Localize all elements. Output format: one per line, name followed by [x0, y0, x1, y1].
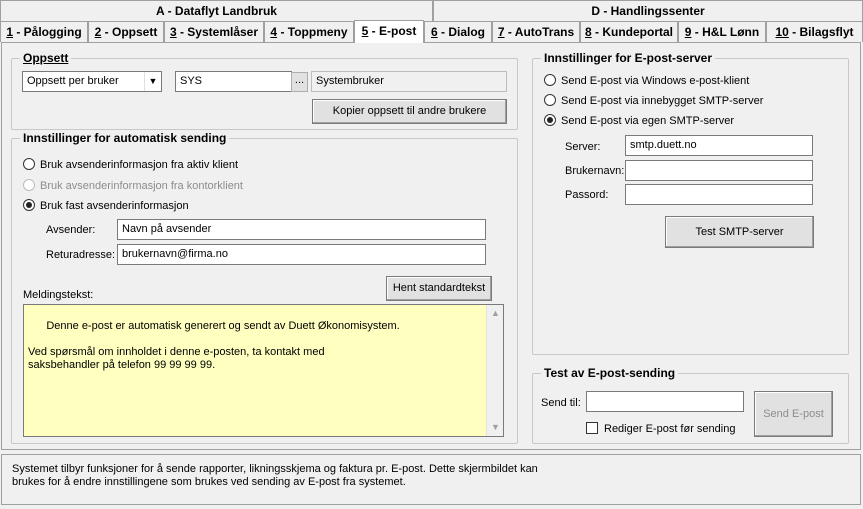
e-post-panel [1, 42, 861, 450]
radio-office-client[interactable] [23, 178, 243, 194]
return-address-label: Returadresse: [46, 249, 116, 261]
tab-hl-lonn[interactable]: 9 - H&L Lønn [678, 21, 766, 42]
password-label: Passord: [565, 189, 609, 201]
radio-active-client-label: Bruk avsenderinformasjon fra aktiv klient [40, 159, 239, 171]
radio-circle-icon[interactable] [544, 94, 556, 106]
tab-bilagsflyt[interactable]: 10 - Bilagsflyt [766, 21, 863, 42]
send-to-label: Send til: [541, 397, 581, 409]
browse-user-label: ... [294, 74, 305, 86]
radio-builtin-label: Send E-post via innebygget SMTP-server [561, 95, 764, 107]
radio-fixed-sender-label: Bruk fast avsenderinformasjon [40, 200, 189, 212]
server-input[interactable] [625, 135, 813, 156]
test-sending-legend: Test av E-post-sending [541, 366, 678, 380]
default-text-label: Hent standardtekst [392, 282, 486, 294]
server-value: smtp.duett.no [630, 139, 697, 151]
radio-own-label: Send E-post via egen SMTP-server [561, 115, 735, 127]
radio-circle-icon[interactable] [544, 74, 556, 86]
copy-settings-label: Kopier oppsett til andre brukere [332, 105, 487, 117]
scroll-up-icon[interactable]: ▲ [491, 308, 500, 318]
user-name-value: Systembruker [316, 75, 384, 87]
user-code-input[interactable] [175, 71, 292, 92]
scroll-down-icon[interactable]: ▼ [491, 422, 500, 432]
tab-header-left-label: A - Dataflyt Landbruk [156, 4, 277, 18]
tab-systemlaser[interactable]: 3 - Systemlåser [164, 21, 264, 42]
oppsett-legend: Oppsett [20, 51, 71, 65]
send-email-label: Send E-post [763, 408, 824, 420]
radio-selected-icon[interactable] [544, 114, 556, 126]
copy-settings-button[interactable] [312, 99, 507, 124]
username-label: Brukernavn: [565, 165, 625, 177]
radio-active-client[interactable] [23, 157, 238, 173]
footer-text: Systemet tilbyr funksjoner for å sende rapporter, likningsskjema og faktura pr. E-post. Dette skjermbildet kan brukes for å endre innstillingene som brukes ved sending av E-post fra systemet. [12, 463, 538, 488]
tab-row [0, 21, 863, 42]
radio-own-smtp[interactable] [544, 113, 734, 129]
message-label: Meldingstekst: [23, 289, 94, 301]
sender-value: Navn på avsender [122, 223, 212, 235]
tab-kundeportal[interactable]: 8 - Kundeportal [580, 21, 678, 42]
edit-before-send-label: Rediger E-post før sending [604, 423, 736, 435]
server-settings-group [532, 51, 849, 355]
tab-oppsett[interactable]: 2 - Oppsett [88, 21, 164, 42]
send-to-input[interactable] [586, 391, 744, 412]
radio-windows-label: Send E-post via Windows e-post-klient [561, 75, 750, 87]
user-code-value: SYS [180, 75, 203, 87]
tab-header-handlingssenter[interactable] [433, 0, 863, 21]
tab-header-right-label: D - Handlingssenter [591, 4, 705, 18]
checkbox-icon[interactable] [586, 422, 598, 434]
test-sending-group [532, 366, 849, 444]
browse-user-button[interactable] [291, 72, 308, 92]
oppsett-group [11, 51, 518, 130]
auto-sending-group [11, 131, 518, 444]
radio-windows-client[interactable] [544, 73, 749, 89]
password-input[interactable] [625, 184, 813, 205]
tab-palogging[interactable]: 1 - Pålogging [0, 21, 88, 42]
tab-toppmeny[interactable]: 4 - Toppmeny [264, 21, 354, 42]
oppsett-mode-value: Oppsett per bruker [27, 75, 119, 87]
radio-circle-icon[interactable] [23, 158, 35, 170]
test-smtp-button[interactable] [665, 216, 814, 248]
message-text: Denne e-post er automatisk generert og sendt av Duett Økonomisystem. Ved spørsmål om innholdet i denne e-posten, ta kontakt med saksbehandler på telefon 99 99 99 99. [28, 320, 400, 371]
tab-dialog[interactable]: 6 - Dialog [424, 21, 492, 42]
edit-before-send-checkbox[interactable] [586, 422, 735, 436]
username-input[interactable] [625, 160, 813, 181]
chevron-down-icon[interactable]: ▼ [144, 72, 161, 91]
server-label: Server: [565, 141, 601, 153]
tab-autotrans[interactable]: 7 - AutoTrans [492, 21, 580, 42]
return-address-value: brukernavn@firma.no [122, 248, 228, 260]
footer-info [1, 454, 861, 505]
send-email-button[interactable] [754, 391, 833, 437]
user-name-field [311, 71, 507, 92]
oppsett-mode-select[interactable] [22, 71, 162, 92]
return-address-input[interactable] [117, 244, 486, 265]
tab-e-post[interactable]: 5 - E-post [354, 20, 424, 43]
message-textarea[interactable] [23, 304, 504, 437]
message-scrollbar[interactable] [486, 305, 503, 436]
test-smtp-label: Test SMTP-server [695, 226, 784, 238]
default-text-button[interactable] [386, 276, 492, 301]
auto-sending-legend: Innstillinger for automatisk sending [20, 131, 229, 145]
radio-selected-icon[interactable] [23, 199, 35, 211]
sender-label: Avsender: [46, 224, 96, 236]
radio-circle-icon[interactable] [23, 179, 35, 191]
radio-office-client-label: Bruk avsenderinformasjon fra kontorklient [40, 180, 243, 192]
sender-input[interactable] [117, 219, 486, 240]
radio-builtin-smtp[interactable] [544, 93, 763, 109]
tab-header-dataflyt[interactable] [0, 0, 433, 21]
radio-fixed-sender[interactable] [23, 198, 189, 214]
server-settings-legend: Innstillinger for E-post-server [541, 51, 715, 65]
